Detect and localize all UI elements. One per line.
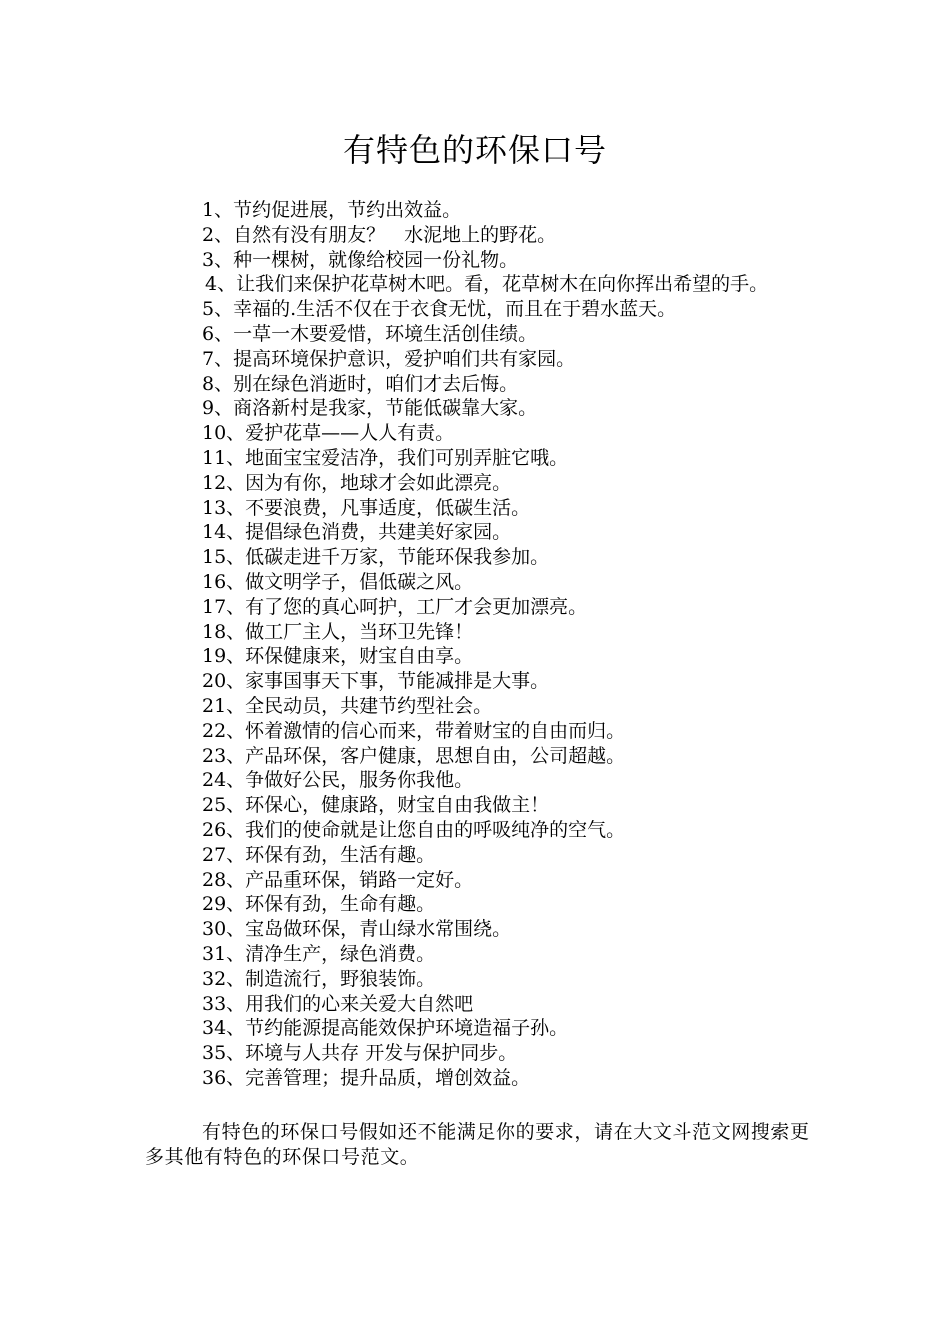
slogan-item: 6、一草一木要爱惜，环境生活创佳绩。	[202, 322, 538, 345]
slogan-item: 27、环保有劲，生活有趣。	[202, 843, 436, 866]
slogan-item: 3、种一棵树，就像给校园一份礼物。	[202, 248, 519, 271]
slogan-item: 2、自然有没有朋友？ 水泥地上的野花。	[202, 223, 557, 246]
slogan-item: 31、清净生产，绿色消费。	[202, 942, 436, 965]
slogan-item: 19、环保健康来，财宝自由享。	[202, 645, 474, 668]
slogan-item: 12、因为有你，地球才会如此漂亮。	[202, 471, 512, 494]
slogan-item: 10、爱护花草——人人有责。	[202, 422, 455, 445]
slogan-item: 23、产品环保，客户健康，思想自由，公司超越。	[202, 744, 626, 767]
slogan-item: 33、用我们的心来关爱大自然吧	[202, 992, 474, 1015]
slogan-item: 21、全民动员，共建节约型社会。	[202, 694, 493, 717]
slogan-item: 15、低碳走进千万家，节能环保我参加。	[202, 546, 550, 569]
slogan-item: 14、提倡绿色消费，共建美好家园。	[202, 521, 512, 544]
slogan-item: 24、争做好公民，服务你我他。	[202, 769, 474, 792]
slogan-item: 5、幸福的.生活不仅在于衣食无忧，而且在于碧水蓝天。	[202, 298, 677, 321]
slogan-list	[145, 198, 815, 1091]
slogan-item: 30、宝岛做环保，青山绿水常围绕。	[202, 918, 512, 941]
slogan-item: 20、家事国事天下事，节能减排是大事。	[202, 670, 550, 693]
slogan-item: 34、节约能源提高能效保护环境造福子孙。	[202, 1017, 569, 1040]
slogan-item: 26、我们的使命就是让您自由的呼吸纯净的空气。	[202, 818, 626, 841]
slogan-item: 22、怀着激情的信心而来，带着财宝的自由而归。	[202, 719, 626, 742]
slogan-item: 25、环保心，健康路，财宝自由我做主！	[202, 794, 550, 817]
slogan-item: 17、有了您的真心呵护，工厂才会更加漂亮。	[202, 595, 588, 618]
document-title: 有特色的环保口号	[342, 131, 607, 169]
slogan-item: 28、产品重环保，销路一定好。	[202, 868, 474, 891]
slogan-item: 16、做文明学子，倡低碳之风。	[202, 570, 474, 593]
slogan-item: 11、地面宝宝爱洁净，我们可别弄脏它哦。	[202, 446, 569, 469]
slogan-item: 29、环保有劲，生命有趣。	[202, 893, 436, 916]
slogan-item: 13、不要浪费，凡事适度，低碳生活。	[202, 496, 531, 519]
slogan-item: 18、做工厂主人，当环卫先锋！	[202, 620, 474, 643]
slogan-item: 8、别在绿色消逝时，咱们才去后悔。	[202, 372, 519, 395]
slogan-item: 36、完善管理；提升品质，增创效益。	[202, 1066, 531, 1089]
closing-paragraph: 有特色的环保口号假如还不能满足你的要求，请在大文斗范文网搜索更多其他有特色的环保口号范文。	[145, 1121, 810, 1168]
slogan-item: 7、提高环境保护意识，爱护咱们共有家园。	[202, 347, 576, 370]
slogan-item: 32、制造流行，野狼装饰。	[202, 967, 436, 990]
slogan-item: 9、商洛新村是我家，节能低碳靠大家。	[202, 397, 538, 420]
slogan-item: 4、让我们来保护花草树木吧。看，花草树木在向你挥出希望的手。	[205, 273, 769, 296]
slogan-item: 35、环境与人共存 开发与保护同步。	[202, 1042, 518, 1065]
slogan-item: 1、节约促进展，节约出效益。	[202, 199, 462, 221]
